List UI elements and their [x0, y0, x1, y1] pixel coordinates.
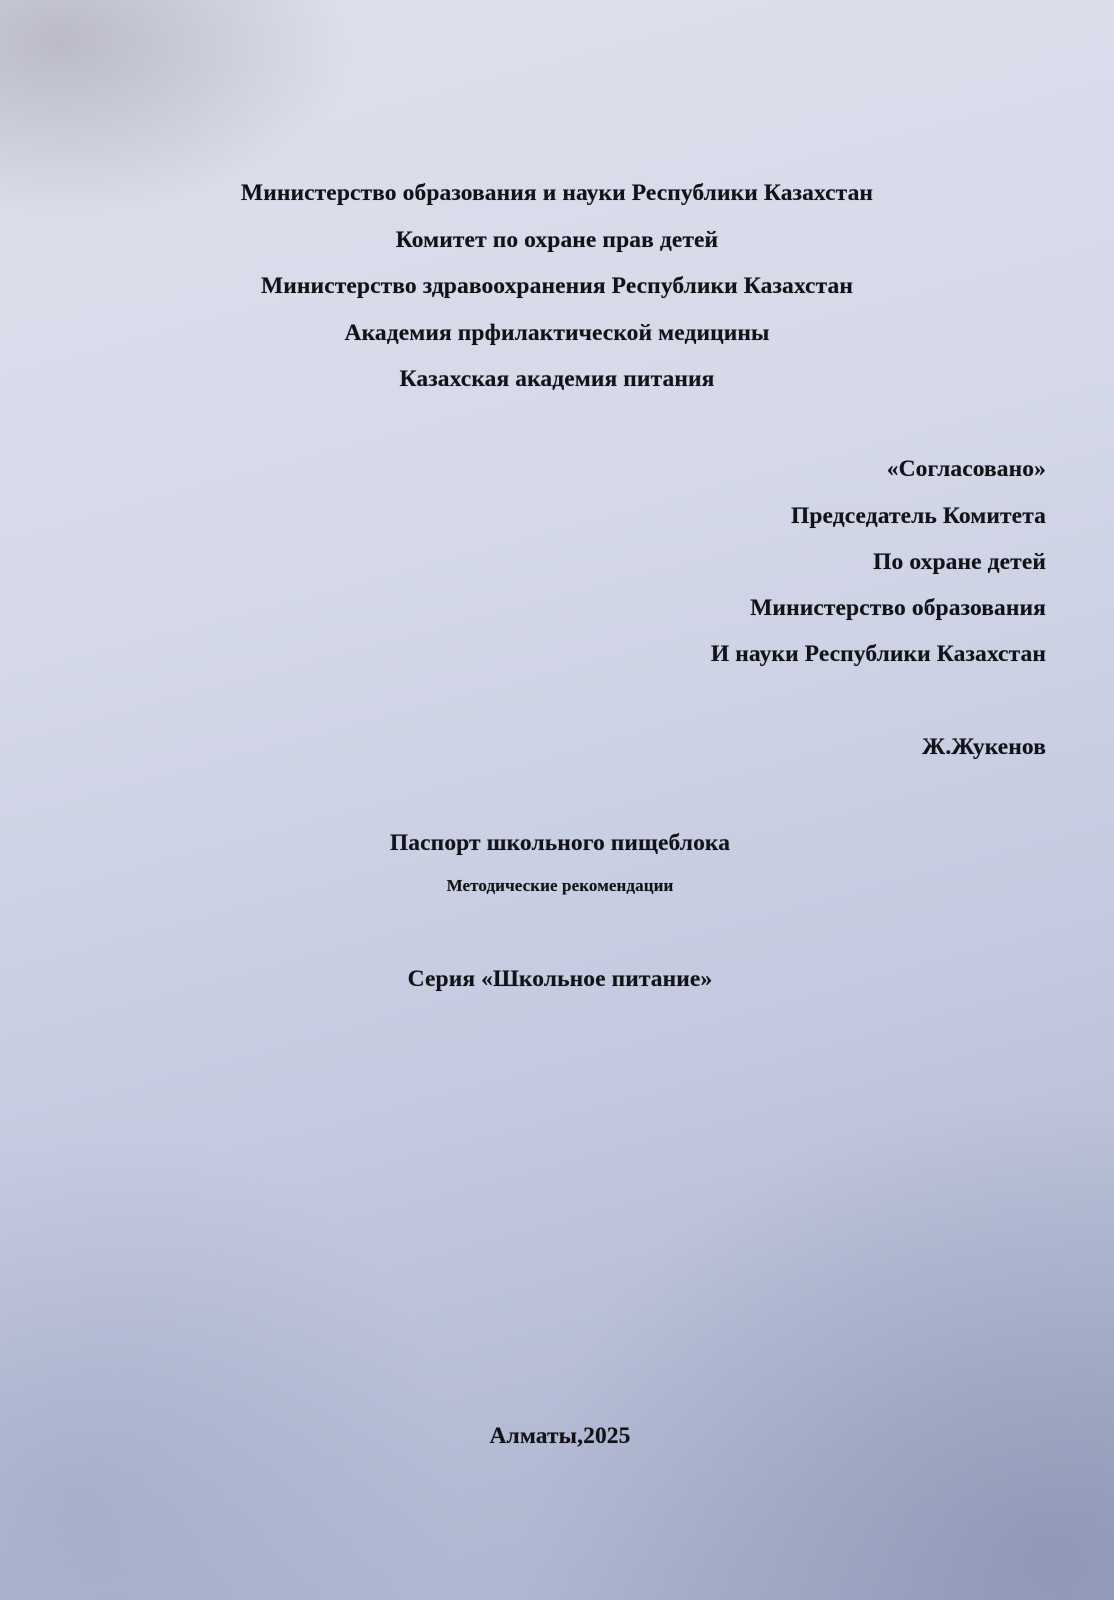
- document-title: Паспорт школьного пищеблока: [389, 830, 731, 856]
- header-academy-nutrition: Казахская академия питания: [399, 366, 715, 392]
- document-series: Серия «Школьное питание»: [407, 966, 713, 992]
- document-city-year: Алматы,2025: [489, 1423, 631, 1449]
- approval-line-child-protection: По охране детей: [873, 549, 1046, 575]
- approval-line-chairman: Председатель Комитета: [790, 503, 1046, 529]
- document-subtitle: Методические рекомендации: [446, 876, 674, 895]
- header-ministry-education: Министерство образования и науки Республики Казахстан: [240, 180, 874, 206]
- header-academy-preventive-medicine: Академия прфилактической медицины: [344, 320, 770, 346]
- header-committee-children-rights: Комитет по охране прав детей: [395, 227, 719, 253]
- approval-line-science: И науки Республики Казахстан: [710, 641, 1046, 667]
- approval-stamp: «Согласовано»: [886, 456, 1046, 482]
- approval-signatory: Ж.Жукенов: [922, 734, 1046, 760]
- header-ministry-health: Министерство здравоохранения Республики Казахстан: [261, 273, 853, 299]
- approval-line-ministry: Министерство образования: [750, 595, 1046, 621]
